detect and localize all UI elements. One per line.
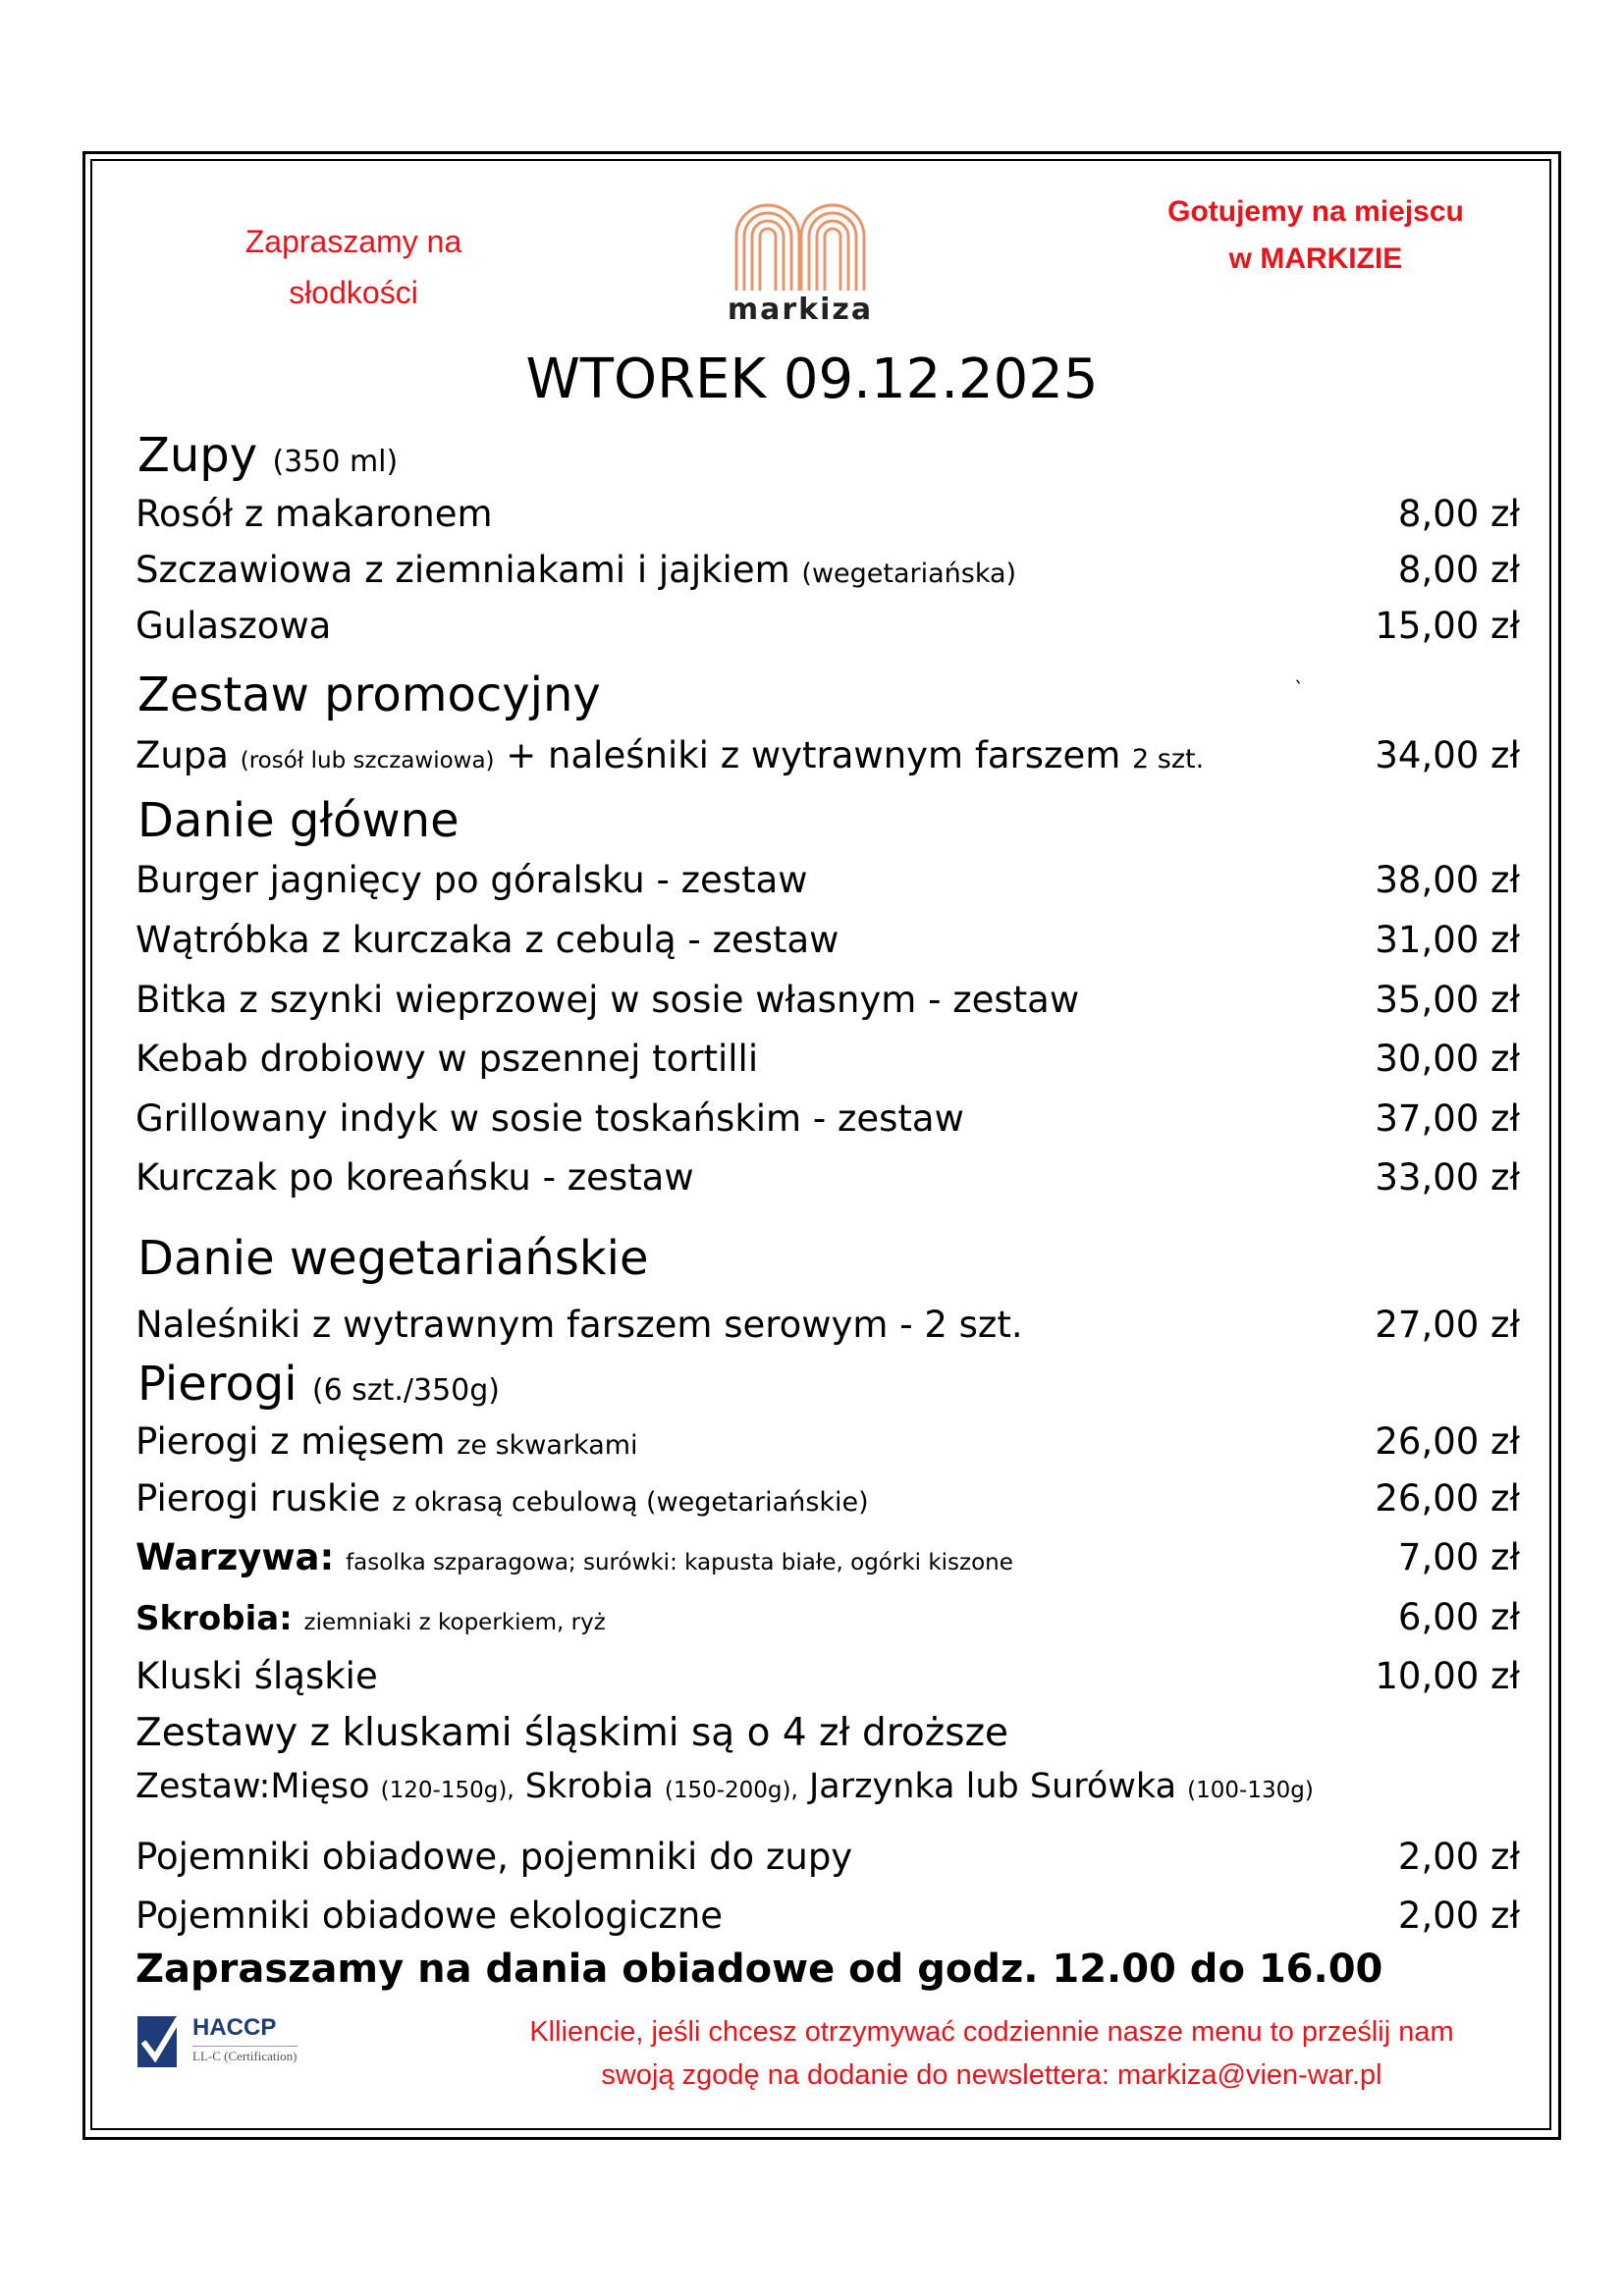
menu-item: [135, 919, 1520, 961]
menu-item: [135, 734, 1520, 776]
item-name: [135, 1420, 638, 1463]
item-price: 27,00 zł: [1375, 1304, 1520, 1346]
opening-hours: Zapraszamy na dania obiadowe od godz. 12.00 do 16.00: [135, 1947, 1383, 1992]
item-name: [135, 1536, 1013, 1578]
soups-heading-note: (350 ml): [272, 445, 399, 479]
item-price: 6,00 zł: [1397, 1596, 1520, 1638]
page-title: WTOREK 09.12.2025: [525, 347, 1099, 411]
logo-wordmark: markiza: [727, 293, 874, 327]
haccp-badge: [135, 2012, 332, 2073]
item-price: 2,00 zł: [1397, 1895, 1520, 1937]
menu-item: [135, 549, 1520, 591]
pierogi-heading-label: Pierogi: [137, 1357, 298, 1412]
menu-item: [135, 1038, 1520, 1080]
item-name-text: Pierogi z mięsem: [135, 1420, 446, 1463]
promo-note-1: (rosół lub szczawiowa): [240, 748, 495, 774]
menu-item: [135, 1304, 1520, 1346]
menu-item: [135, 493, 1520, 535]
set-starch: Skrobia: [524, 1767, 654, 1806]
soups-heading: [137, 428, 398, 483]
menu-item: [135, 1895, 1520, 1937]
newsletter-line-2: swoją zgodę na dodanie do newslettera: markiza@vien-war.pl: [601, 2059, 1382, 2091]
item-price: 26,00 zł: [1375, 1477, 1520, 1520]
item-price: 30,00 zł: [1375, 1038, 1520, 1080]
newsletter-line-1: Klliencie, jeśli chcesz otrzymywać codziennie nasze menu to prześlij nam: [529, 2016, 1454, 2048]
item-note: (wegetariańska): [801, 559, 1017, 589]
item-name: Gulaszowa: [135, 605, 332, 647]
set-meat-note: (120-150g),: [380, 1778, 514, 1803]
set-salad: Jarzynka lub Surówka: [808, 1767, 1177, 1806]
kluski-note: Zestawy z kluskami śląskimi są o 4 zł droższe: [135, 1711, 1009, 1755]
item-price: 10,00 zł: [1375, 1655, 1520, 1697]
item-price: 8,00 zł: [1397, 493, 1520, 535]
item-name: Kurczak po koreańsku - zestaw: [135, 1156, 694, 1199]
menu-item: [135, 1836, 1520, 1878]
item-name: [135, 1477, 869, 1520]
item-name: Bitka z szynki wieprzowej w sosie własnym - zestaw: [135, 979, 1080, 1021]
pierogi-heading-note: (6 szt./350g): [311, 1373, 500, 1408]
item-name: Wątróbka z kurczaka z cebulą - zestaw: [135, 919, 839, 961]
menu-item: [135, 1156, 1520, 1199]
soups-heading-label: Zupy: [137, 428, 258, 483]
cooking-line-2: w MARKIZIE: [1228, 242, 1403, 275]
item-price: 15,00 zł: [1375, 605, 1520, 647]
item-name: Rosół z makaronem: [135, 493, 493, 535]
vegetables-note: fasolka szparagowa; surówki: kapusta białe, ogórki kiszone: [346, 1550, 1013, 1575]
pierogi-heading: [137, 1357, 500, 1412]
item-note: ze skwarkami: [457, 1430, 638, 1461]
item-note: z okrasą cebulową (wegetariańskie): [392, 1487, 869, 1518]
haccp-title: HACCP: [192, 2014, 277, 2041]
item-name: [135, 549, 1016, 591]
set-salad-note: (100-130g): [1187, 1778, 1314, 1803]
sweets-line-2: słodkości: [289, 275, 418, 310]
item-price: 37,00 zł: [1375, 1097, 1520, 1140]
item-price: 38,00 zł: [1375, 859, 1520, 901]
promo-note-2: 2 szt.: [1132, 744, 1205, 774]
stray-mark: `: [1294, 677, 1304, 701]
item-name: Kebab drobiowy w pszennej tortilli: [135, 1038, 759, 1080]
haccp-check-icon: [135, 2012, 183, 2073]
sweets-invitation: [216, 216, 491, 318]
starch-note: ziemniaki z koperkiem, ryż: [303, 1610, 606, 1635]
menu-item: [135, 605, 1520, 647]
item-price: 31,00 zł: [1375, 919, 1520, 961]
item-price: 33,00 zł: [1375, 1156, 1520, 1199]
cooking-line-1: Gotujemy na miejscu: [1167, 195, 1464, 228]
item-name: [135, 1596, 606, 1638]
menu-item: [135, 1477, 1520, 1520]
item-price: 34,00 zł: [1375, 734, 1520, 776]
menu-item: [135, 1420, 1520, 1463]
menu-item: [135, 859, 1520, 901]
newsletter-note: [412, 2010, 1571, 2097]
menu-item: [135, 1536, 1520, 1578]
item-name: [135, 734, 1204, 776]
item-price: 7,00 zł: [1397, 1536, 1520, 1578]
promo-part-2: + naleśniki z wytrawnym farszem: [506, 734, 1121, 776]
menu-item: [135, 979, 1520, 1021]
item-name: Pojemniki obiadowe, pojemniki do zupy: [135, 1836, 853, 1878]
mains-heading: Danie główne: [137, 793, 460, 848]
set-starch-note: (150-200g),: [664, 1778, 798, 1803]
item-name: Grillowany indyk w sosie toskańskim - zestaw: [135, 1097, 964, 1140]
vegetables-label: Warzywa:: [135, 1536, 335, 1578]
item-price: 35,00 zł: [1375, 979, 1520, 1021]
item-name: Burger jagnięcy po góralsku - zestaw: [135, 859, 808, 901]
set-composition: [135, 1767, 1314, 1806]
starch-label: Skrobia:: [135, 1599, 293, 1638]
haccp-subtitle: LL-C (Certification): [192, 2046, 298, 2064]
sweets-line-1: Zapraszamy na: [244, 224, 462, 259]
item-name-text: Szczawiowa z ziemniakami i jajkiem: [135, 549, 790, 591]
item-name: Kluski śląskie: [135, 1655, 378, 1697]
item-name-text: Pierogi ruskie: [135, 1477, 381, 1520]
item-price: 8,00 zł: [1397, 549, 1520, 591]
cooking-onsite: [1129, 188, 1502, 283]
set-meat: Zestaw:Mięso: [135, 1767, 370, 1806]
menu-item: [135, 1097, 1520, 1140]
item-price: 26,00 zł: [1375, 1420, 1520, 1463]
item-name: Pojemniki obiadowe ekologiczne: [135, 1895, 724, 1937]
menu-item: [135, 1655, 1520, 1697]
item-price: 2,00 zł: [1397, 1836, 1520, 1878]
veg-heading: Danie wegetariańskie: [137, 1231, 649, 1286]
promo-heading: Zestaw promocyjny: [137, 667, 601, 722]
menu-item: [135, 1596, 1520, 1638]
promo-part-1: Zupa: [135, 734, 229, 776]
item-name: Naleśniki z wytrawnym farszem serowym - 2 szt.: [135, 1304, 1023, 1346]
